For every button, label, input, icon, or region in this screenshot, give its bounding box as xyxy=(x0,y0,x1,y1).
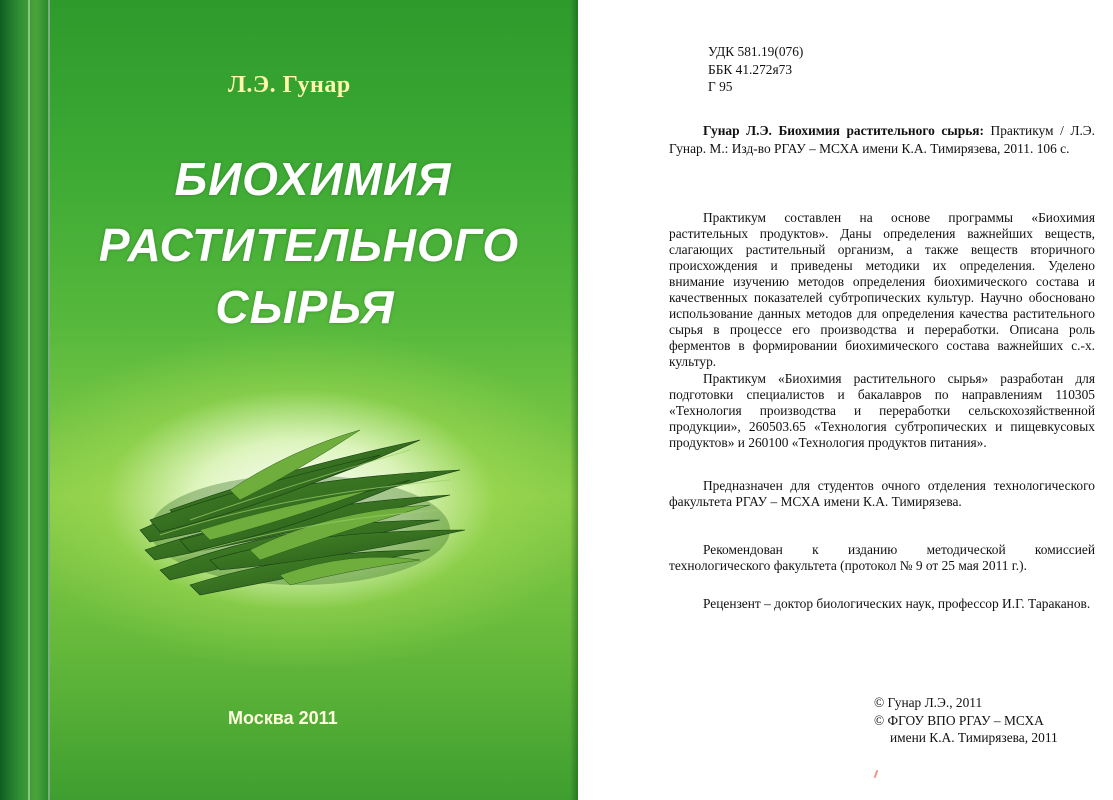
cover-edge-shadow xyxy=(570,0,578,800)
classification-codes xyxy=(708,43,803,96)
copyright-block xyxy=(874,694,1058,747)
cover-author: Л.Э. Гунар xyxy=(228,72,351,98)
herb-bundle-illustration xyxy=(130,410,470,600)
annotation-paragraph: Практикум составлен на основе программы «Биохимия растительных продуктов». Даны определения важнейших веществ, слагающих растительный организм, а также веществ вторичного происхождения и приведены методики их определения. Уделено внимание изучению методов определения биохимического состава и качественных показателей субтропических культур. Научно обосновано использование данных методов для определения качества растительного сырья в процессе его производства и переработки. Описана роль ферментов в формировании биохимического состава важнейших с.-х. культур. xyxy=(669,210,1095,369)
bibliographic-record xyxy=(669,122,1095,158)
audience-paragraph: Предназначен для студентов очного отделения технологического факультета РГАУ – МСХА имени К.А. Тимирязева. xyxy=(669,478,1095,509)
cover-title-line-3: СЫРЬЯ xyxy=(215,281,395,333)
udk-code: УДК 581.19(076) xyxy=(708,44,804,59)
cover-city-year: Москва 2011 xyxy=(228,708,338,728)
spine-fold-line xyxy=(28,0,30,800)
book-spine xyxy=(0,0,50,800)
bibliographic-heading: Гунар Л.Э. Биохимия растительного сырья: xyxy=(703,123,984,138)
bbk-code: ББК 41.272я73 xyxy=(708,61,793,77)
copyright-institution-name: имени К.А. Тимирязева, 2011 xyxy=(890,730,1058,745)
author-mark: Г 95 xyxy=(708,79,733,94)
cover-title-line-2: РАСТИТЕЛЬНОГО xyxy=(98,219,520,271)
purpose-paragraph: Практикум «Биохимия растительного сырья» разработан для подготовки специалистов и бакалавров по направлениям 110305 «Технология производства и переработки сельскохозяйственной продукции», 260503.65 «Технология субтропических и пищевкусовых продуктов» и 260100 «Технология продуктов питания». xyxy=(669,371,1095,450)
bibliographic-details: Практикум / Л.Э. Гунар. М.: Изд-во РГАУ – МСХА имени К.А. Тимирязева, 2011. 106 с. xyxy=(669,123,1095,156)
reviewer-paragraph: Рецензент – доктор биологических наук, профессор И.Г. Тараканов. xyxy=(703,596,1091,611)
cover-title-line-1: БИОХИМИЯ xyxy=(174,153,452,205)
recommendation-paragraph: Рекомендован к изданию методической комиссией технологического факультета (протокол № 9 от 25 мая 2011 г.). xyxy=(669,542,1095,573)
title-verso-page xyxy=(578,0,1113,800)
scan-speck xyxy=(874,770,879,778)
copyright-author: © Гунар Л.Э., 2011 xyxy=(874,695,983,710)
copyright-institution: © ФГОУ ВПО РГАУ – МСХА xyxy=(874,712,1044,728)
